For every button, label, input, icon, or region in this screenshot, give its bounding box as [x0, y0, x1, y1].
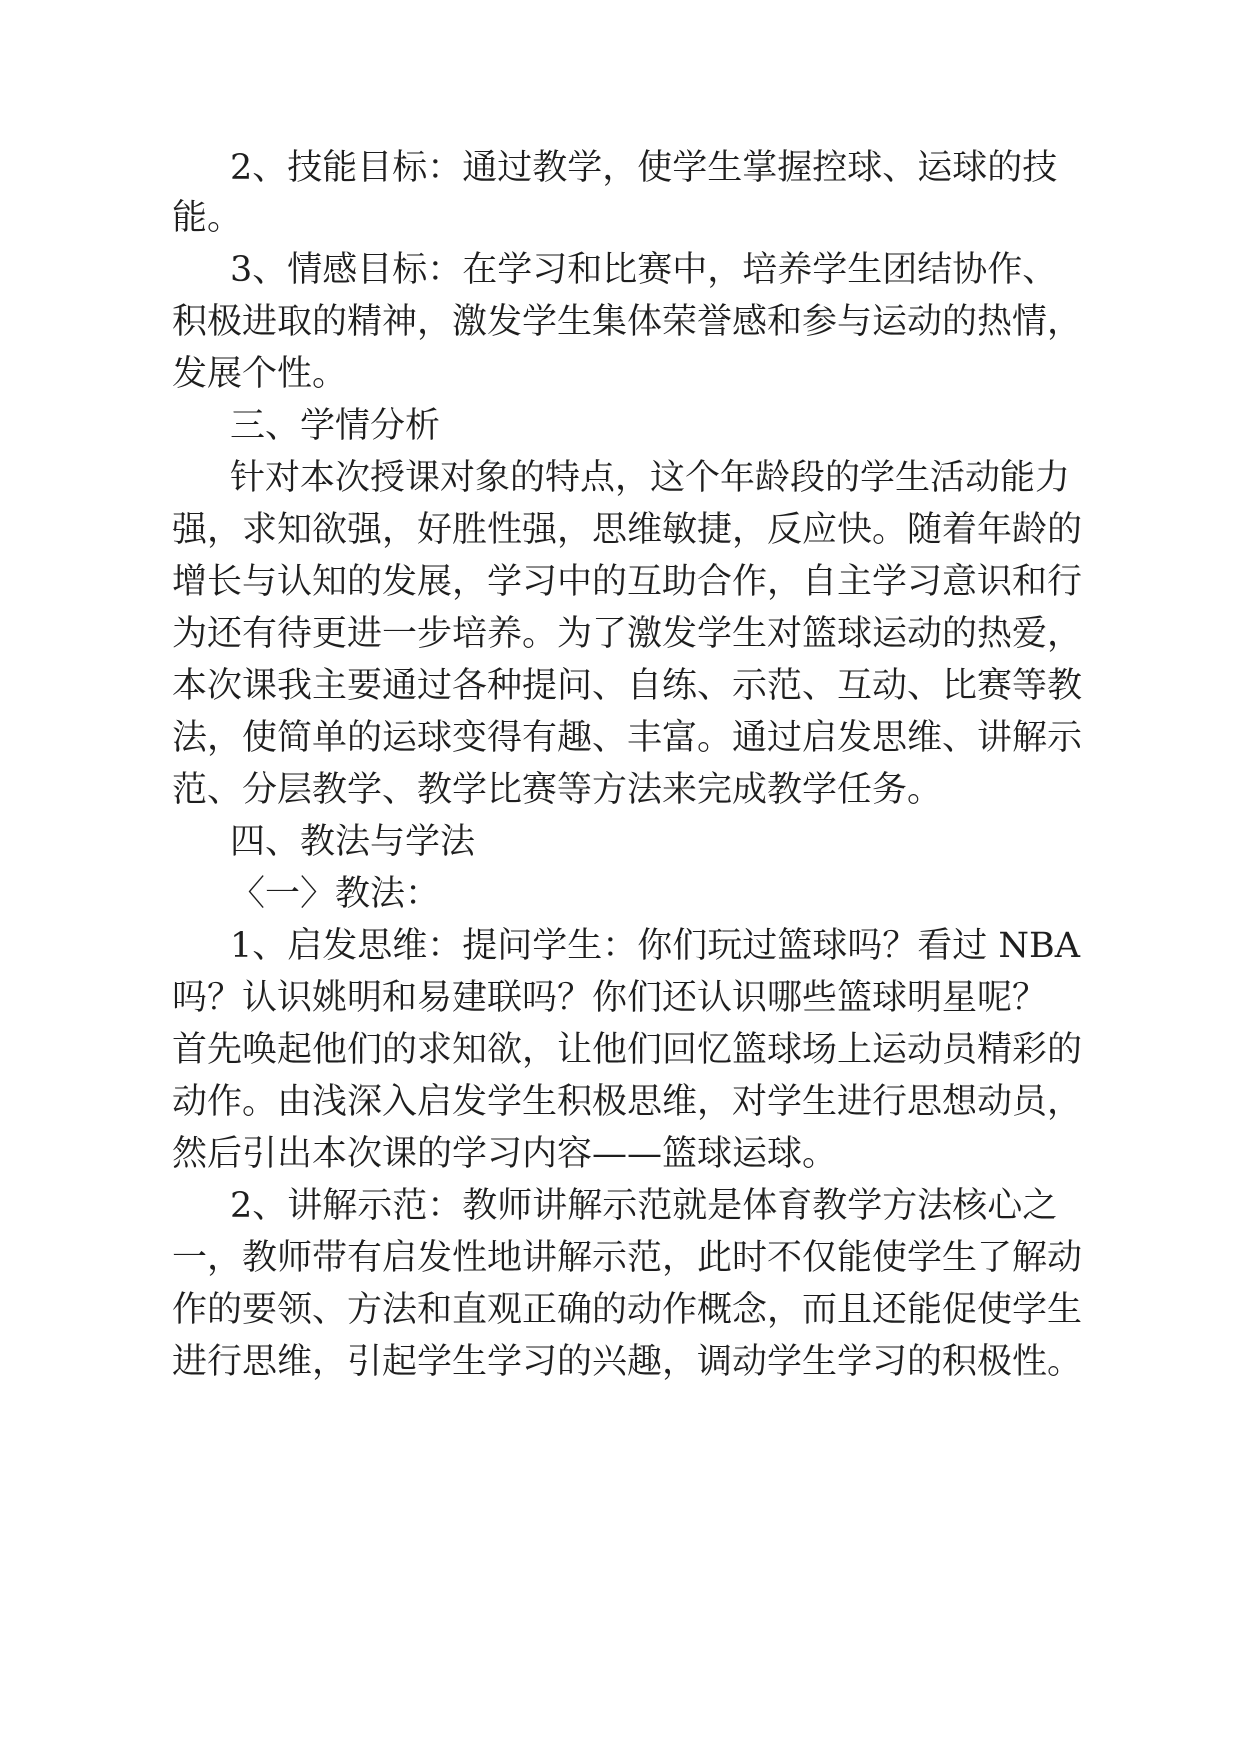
section-heading-3: 三、学情分析: [230, 406, 441, 446]
text-line-2: 能。: [172, 198, 243, 238]
text-line-3: 3、情感目标：在学习和比赛中，培养学生团结协作、: [230, 250, 1058, 290]
text-line-9: 增长与认知的发展，学习中的互助合作，自主学习意识和行: [172, 562, 1083, 602]
text-line-23: 作的要领、方法和直观正确的动作概念，而且还能促使学生: [172, 1290, 1083, 1330]
section-heading-4: 四、教法与学法: [230, 822, 476, 862]
subsection-heading: 〈一〉教法：: [230, 874, 441, 914]
text-line-11: 本次课我主要通过各种提问、自练、示范、互动、比赛等教: [172, 666, 1083, 706]
text-line-22: 一，教师带有启发性地讲解示范，此时不仅能使学生了解动: [172, 1238, 1083, 1278]
text-line-4: 积极进取的精神，激发学生集体荣誉感和参与运动的热情，: [172, 302, 1083, 342]
text-line-20: 然后引出本次课的学习内容——篮球运球。: [172, 1134, 838, 1174]
text-line-19: 动作。由浅深入启发学生积极思维，对学生进行思想动员，: [172, 1082, 1083, 1122]
text-line-7: 针对本次授课对象的特点，这个年龄段的学生活动能力: [230, 458, 1071, 498]
text-line-12: 法，使简单的运球变得有趣、丰富。通过启发思维、讲解示: [172, 718, 1083, 758]
text-line-8: 强，求知欲强，好胜性强，思维敏捷，反应快。随着年龄的: [172, 510, 1083, 550]
text-line-10: 为还有待更进一步培养。为了激发学生对篮球运动的热爱，: [172, 614, 1083, 654]
text-line-16: 1、启发思维：提问学生：你们玩过篮球吗？看过 NBA: [230, 926, 1081, 966]
text-line-13: 范、分层教学、教学比赛等方法来完成教学任务。: [172, 770, 943, 810]
text-line-18: 首先唤起他们的求知欲，让他们回忆篮球场上运动员精彩的: [172, 1030, 1083, 1070]
text-line-24: 进行思维，引起学生学习的兴趣，调动学生学习的积极性。: [172, 1342, 1083, 1382]
text-line-5: 发展个性。: [172, 354, 348, 394]
text-line-1: 2、技能目标：通过教学，使学生掌握控球、运球的技: [230, 148, 1058, 188]
text-line-17: 吗？认识姚明和易建联吗？你们还认识哪些篮球明星呢？: [172, 978, 1048, 1018]
text-line-21: 2、讲解示范：教师讲解示范就是体育教学方法核心之: [230, 1186, 1058, 1226]
